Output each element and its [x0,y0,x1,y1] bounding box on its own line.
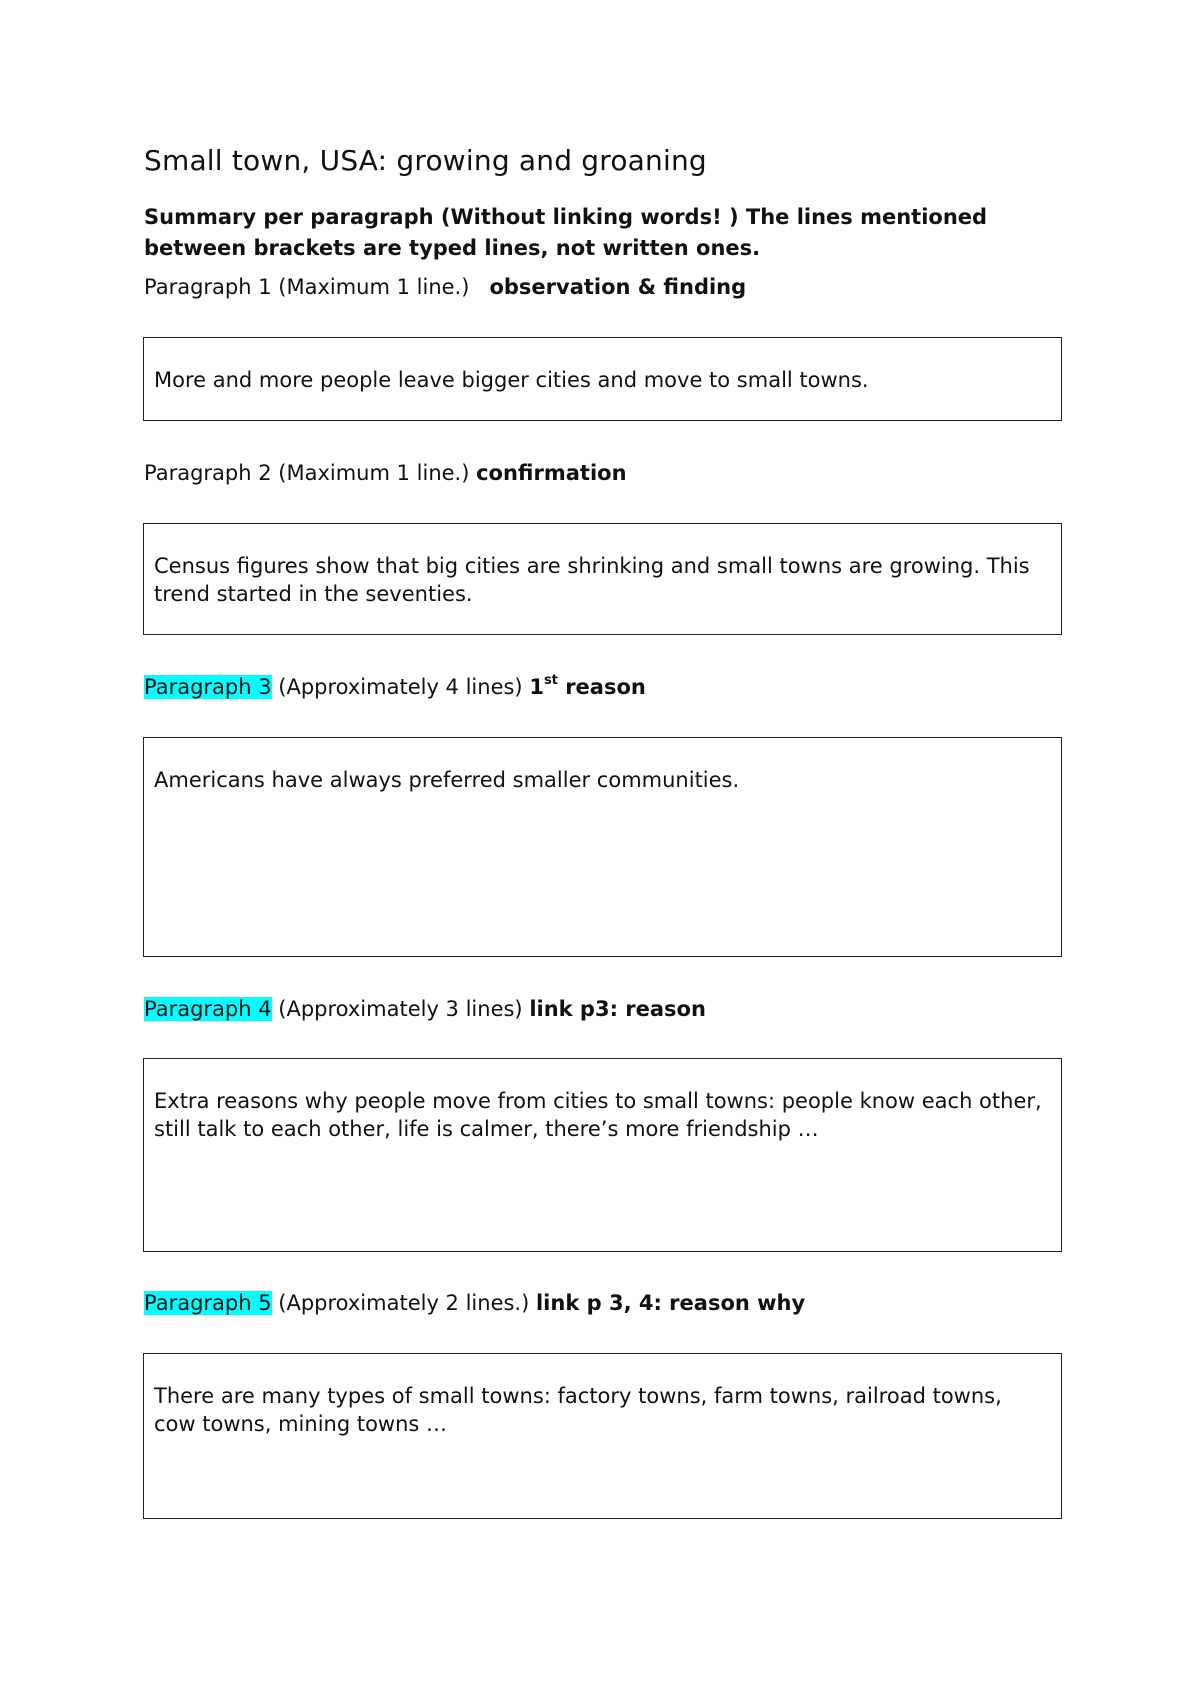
paragraph-3-summary: Americans have always preferred smaller communities. [154,768,740,792]
paragraph-4-length-note: (Approximately 3 lines) [271,997,530,1021]
paragraph-3-tag-number: 1 [529,675,544,699]
paragraph-1-summary-box[interactable] [143,337,1062,421]
paragraph-1-tag: observation & finding [489,275,747,299]
paragraph-3-length-note: (Approximately 4 lines) [271,675,530,699]
paragraph-4-summary: Extra reasons why people move from cities to small towns: people know each other, still talk to each other, life is calmer, there’s more friendship … [154,1089,1042,1141]
paragraph-3-label [144,672,646,702]
paragraph-5-label [144,1288,805,1318]
paragraph-4-summary-box[interactable] [143,1058,1062,1252]
paragraph-2-length-note: (Maximum 1 line.) [271,461,477,485]
paragraph-3-tag-ordinal: st [543,673,558,688]
paragraph-2-label [144,458,627,488]
paragraph-4-number: Paragraph 4 [144,997,272,1021]
paragraph-1-number: Paragraph 1 [144,275,272,299]
paragraph-5-number: Paragraph 5 [144,1291,272,1315]
paragraph-4-label [144,994,706,1024]
paragraph-3-number: Paragraph 3 [144,675,272,699]
paragraph-2-number: Paragraph 2 [144,461,272,485]
paragraph-3-summary-box[interactable] [143,737,1062,957]
paragraph-5-summary: There are many types of small towns: factory towns, farm towns, railroad towns, cow towns, mining towns … [154,1384,1002,1436]
paragraph-5-tag: link p 3, 4: reason why [535,1291,806,1315]
document-title: Small town, USA: growing and groaning [144,144,707,177]
paragraph-2-summary: Census figures show that big cities are shrinking and small towns are growing. This trend started in the seventies. [154,554,1030,606]
paragraph-2-tag: confirmation [476,461,627,485]
paragraph-1-summary: More and more people leave bigger cities and move to small towns. [154,368,869,392]
paragraph-1-label [144,272,746,302]
paragraph-5-length-note: (Approximately 2 lines.) [271,1291,536,1315]
paragraph-5-summary-box[interactable] [143,1353,1062,1519]
instructions-text: Summary per paragraph (Without linking words! ) The lines mentioned between brackets are typed lines, not written ones. [144,205,988,260]
paragraph-4-tag: link p3: reason [529,997,706,1021]
paragraph-2-summary-box[interactable] [143,523,1062,635]
paragraph-3-tag-text: reason [557,675,646,699]
paragraph-3-tag [529,675,646,699]
paragraph-1-length-note: (Maximum 1 line.) [271,275,490,299]
